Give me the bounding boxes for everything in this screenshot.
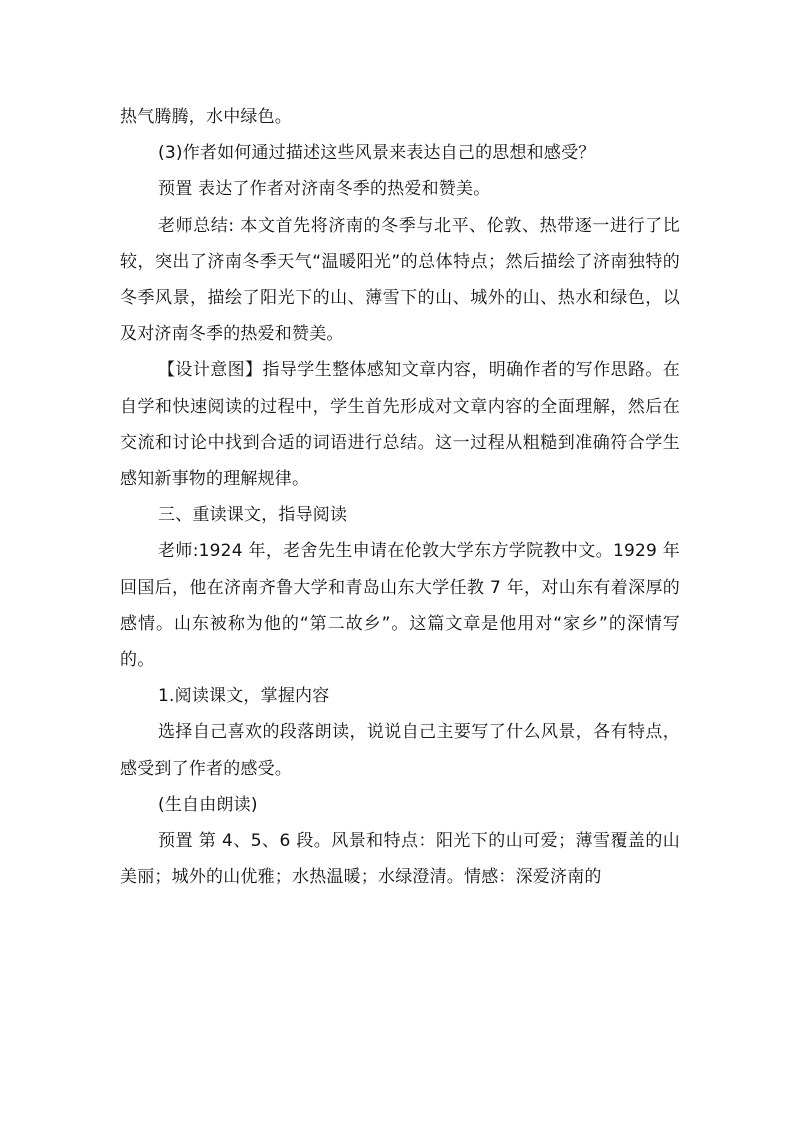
paragraph-preset-paragraphs: 预置 第 4、5、6 段。风景和特点：阳光下的山可爱；薄雪覆盖的山美丽；城外的山优雅；水热温暖；水绿澄清。情感：深爱济南的 — [120, 831, 680, 888]
paragraph-continuation: 热气腾腾，水中绿色。 — [120, 107, 292, 127]
subheading-read-text: 1.阅读课文，掌握内容 — [158, 686, 330, 707]
paragraph-student-reading: (生自由朗读) — [158, 794, 258, 815]
paragraph-design-intent: 【设计意图】指导学生整体感知文章内容，明确作者的写作思路。在自学和快速阅读的过程中，学生首先形成对文章内容的全面理解，然后在交流和讨论中找到合适的词语进行总结。这一过程从粗糙到准确符合学生感知新事物的理解规律。 — [120, 360, 680, 490]
paragraph-preset-answer: 预置 表达了作者对济南冬季的热爱和赞美。 — [158, 179, 491, 200]
paragraph-question-3: (3)作者如何通过描述这些风景来表达自己的思想和感受？ — [158, 143, 596, 164]
paragraph-teacher-background: 老师:1924 年，老舍先生申请在伦敦大学东方学院教中文。1929 年回国后，他在济南齐鲁大学和青岛山东大学任教 7 年，对山东有着深厚的感情。山东被称为他的“第二故乡”。这篇文章是他用对“家乡”的深情写的。 — [120, 541, 680, 671]
paragraph-teacher-summary: 老师总结: 本文首先将济南的冬季与北平、伦敦、热带逐一进行了比较，突出了济南冬季天气“温暖阳光”的总体特点；然后描绘了济南独特的冬季风景，描绘了阳光下的山、薄雪下的山、城外的山、热水和绿色，以及对济南冬季的热爱和赞美。 — [120, 215, 680, 345]
section-heading-reread: 三、重读课文，指导阅读 — [158, 505, 348, 526]
document-body — [120, 99, 680, 895]
paragraph-task-instruction: 选择自己喜欢的段落朗读，说说自己主要写了什么风景，各有特点，感受到了作者的感受。 — [120, 722, 680, 779]
